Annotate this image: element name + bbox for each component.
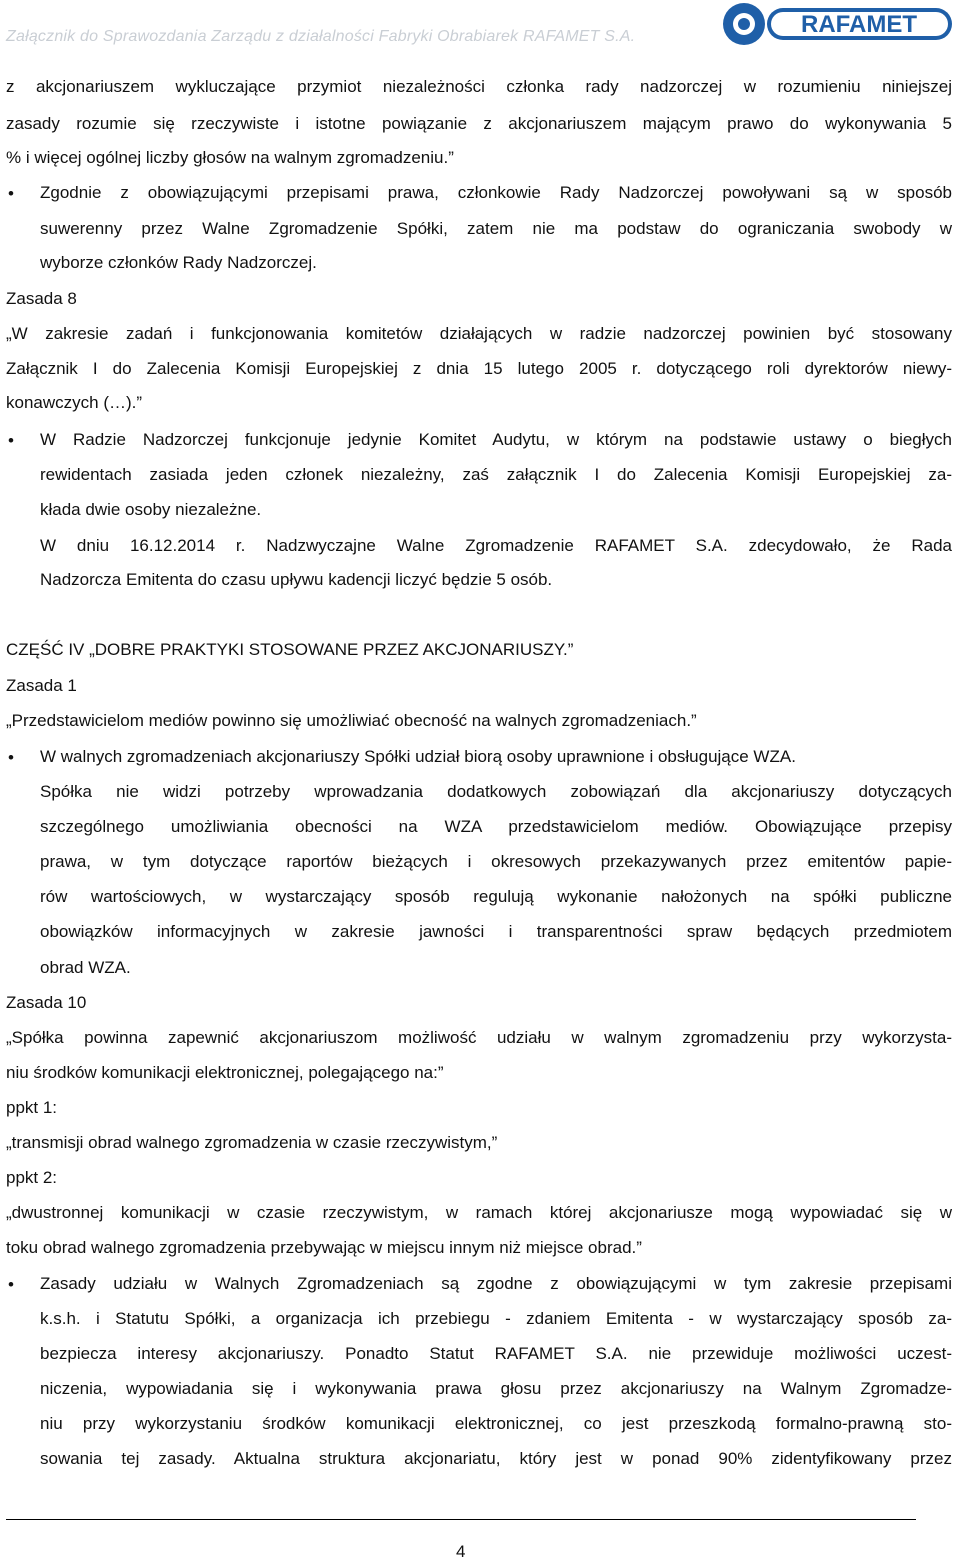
text-line: sowania tej zasady. Aktualna struktura akcjonariatu, który jest w ponad 90% zidentyfikowany przez [40, 1449, 952, 1468]
text-line: prawa, w tym dotyczące raportów bieżących i okresowych przekazywanych przez emitentów papie- [40, 852, 952, 871]
text-line: k.s.h. i Statutu Spółki, a organizacja ich przebiegu - zdaniem Emitenta - w wystarczający sposób za- [40, 1309, 952, 1328]
section-heading: Zasada 8 [6, 289, 77, 308]
part-heading: CZĘŚĆ IV „DOBRE PRAKTYKI STOSOWANE PRZEZ AKCJONARIUSZY.” [6, 640, 574, 659]
quote-line: konawczych (…).” [6, 393, 143, 412]
section-heading: Zasada 1 [6, 676, 77, 695]
bullet-icon: • [8, 1275, 14, 1294]
rafamet-logo [718, 0, 960, 48]
page-number: 4 [456, 1542, 466, 1561]
bullet-icon: • [8, 184, 14, 203]
text-line: % i więcej ogólnej liczby głosów na walnym zgromadzeniu.” [6, 148, 454, 167]
quote-line: „transmisji obrad walnego zgromadzenia w czasie rzeczywistym,” [6, 1133, 498, 1152]
quote-line: „Spółka powinna zapewnić akcjonariuszom możliwość udziału w walnym zgromadzeniu przy wykorzysta- [6, 1028, 952, 1047]
text-line: kłada dwie osoby niezależne. [40, 500, 262, 519]
text-line: obrad WZA. [40, 958, 131, 977]
bullet-icon: • [8, 431, 14, 450]
text-line: Zasady udziału w Walnych Zgromadzeniach są zgodne z obowiązującymi w tym zakresie przepisami [40, 1274, 952, 1293]
text-line: niczenia, wypowiadania się i wykonywania prawa głosu przez akcjonariuszy na Walnym Zgromadze- [40, 1379, 952, 1398]
quote-line: niu środków komunikacji elektronicznej, polegającego na:” [6, 1063, 444, 1082]
quote-line: „W zakresie zadań i funkcjonowania komitetów działających w radzie nadzorczej powinien być stosowany [6, 324, 952, 343]
text-line: wyborze członków Rady Nadzorczej. [40, 253, 317, 272]
quote-line: „dwustronnej komunikacji w czasie rzeczywistym, w ramach której akcjonariusze mogą wypowiadać się w [6, 1203, 952, 1222]
text-line: Spółka nie widzi potrzeby wprowadzania dodatkowych zobowiązań dla akcjonariuszy dotyczących [40, 782, 952, 801]
quote-line: „Przedstawicielom mediów powinno się umożliwiać obecność na walnych zgromadzeniach.” [6, 711, 697, 730]
subpoint-label: ppkt 1: [6, 1098, 58, 1117]
header-title: Załącznik do Sprawozdania Zarządu z działalności Fabryki Obrabiarek RAFAMET S.A. [6, 28, 636, 45]
subpoint-label: ppkt 2: [6, 1168, 58, 1187]
page-header [0, 0, 960, 48]
text-line: rewidentach zasiada jeden członek niezależny, zaś załącznik I do Zalecenia Komisji Europejskiej za- [40, 465, 952, 484]
logo-text: RAFAMET [801, 11, 917, 38]
text-line: Nadzorcza Emitenta do czasu upływu kadencji liczyć będzie 5 osób. [40, 570, 553, 589]
quote-line: toku obrad walnego zgromadzenia przebywając w miejscu innym niż miejsce obrad.” [6, 1238, 642, 1257]
text-line: rów wartościowych, w wystarczający sposób regulują wykonanie nałożonych na spółki publiczne [40, 887, 952, 906]
text-line: W Radzie Nadzorczej funkcjonuje jedynie Komitet Audytu, w którym na podstawie ustawy o biegłych [40, 430, 952, 449]
section-heading: Zasada 10 [6, 993, 87, 1012]
text-line: zasady rozumie się rzeczywiste i istotne powiązanie z akcjonariuszem mającym prawo do wykonywania 5 [6, 114, 952, 133]
footer-divider [6, 1519, 916, 1520]
text-line: bezpiecza interesy akcjonariuszy. Ponadto Statut RAFAMET S.A. nie przewiduje możliwości uczest- [40, 1344, 952, 1363]
bullet-icon: • [8, 748, 14, 767]
text-line: W dniu 16.12.2014 r. Nadzwyczajne Walne Zgromadzenie RAFAMET S.A. zdecydowało, że Rada [40, 536, 952, 555]
text-line: z akcjonariuszem wykluczające przymiot niezależności członka rady nadzorczej w rozumieniu niniejszej [6, 77, 952, 96]
text-line: W walnych zgromadzeniach akcjonariuszy Spółki udział biorą osoby uprawnione i obsługujące WZA. [40, 747, 796, 766]
text-line: obowiązków informacyjnych w zakresie jawności i transparentności spraw będących przedmiotem [40, 922, 952, 941]
text-line: suwerenny przez Walne Zgromadzenie Spółki, zatem nie ma podstaw do ograniczania swobody w [40, 219, 952, 238]
text-line: niu przy wykorzystaniu środków komunikacji elektronicznej, co jest przeszkodą formalno-prawną sto- [40, 1414, 952, 1433]
text-line: szczególnego umożliwiania obecności na WZA przedstawicielom mediów. Obowiązujące przepisy [40, 817, 952, 836]
quote-line: Załącznik I do Zalecenia Komisji Europejskiej z dnia 15 lutego 2005 r. dotyczącego roli dyrektorów niewy- [6, 359, 952, 378]
text-line: Zgodnie z obowiązującymi przepisami prawa, członkowie Rady Nadzorczej powoływani są w sposób [40, 183, 952, 202]
